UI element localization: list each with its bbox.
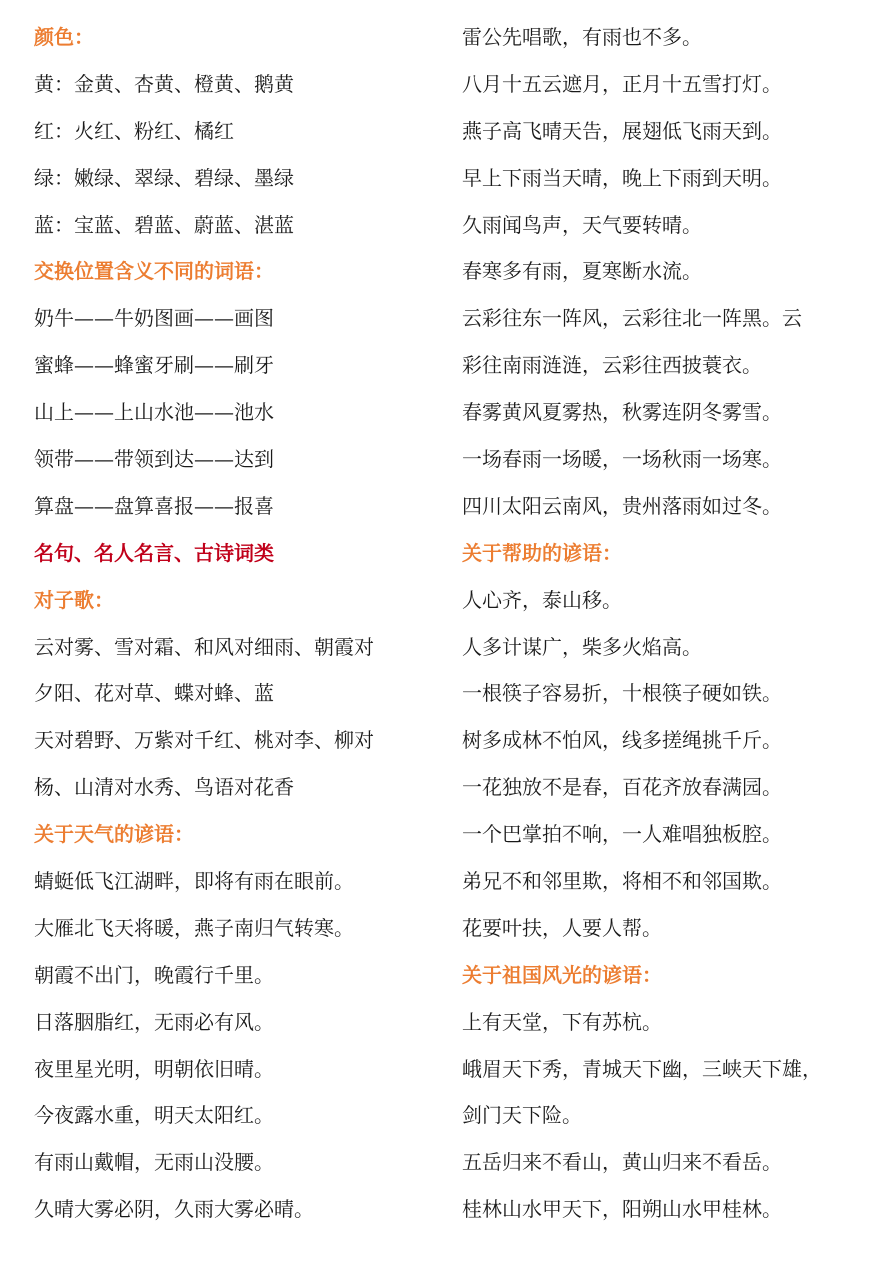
right-text-line: 上有天堂，下有苏杭。 xyxy=(462,1009,662,1034)
right-text-line: 剑门天下险。 xyxy=(462,1103,582,1128)
right-text-line: 春雾黄风夏雾热，秋雾连阴冬雾雪。 xyxy=(462,400,782,425)
right-text-line: 八月十五云遮月，正月十五雪打灯。 xyxy=(462,71,782,96)
left-text-line: 蜜蜂——蜂蜜牙刷——刷牙 xyxy=(34,353,274,378)
left-text-line: 山上——上山水池——池水 xyxy=(34,400,274,425)
right-text-line: 一场春雨一场暖，一场秋雨一场寒。 xyxy=(462,447,782,472)
right-text-line: 五岳归来不看山，黄山归来不看岳。 xyxy=(462,1150,782,1175)
right-column xyxy=(462,14,882,1233)
right-text-line: 一根筷子容易折，十根筷子硬如铁。 xyxy=(462,681,782,706)
right-text-line: 四川太阳云南风，贵州落雨如过冬。 xyxy=(462,493,782,518)
left-column xyxy=(34,14,442,1233)
left-text-line: 日落胭脂红，无雨必有风。 xyxy=(34,1009,274,1034)
left-text-line: 领带——带领到达——达到 xyxy=(34,447,274,472)
left-text-line: 蓝：宝蓝、碧蓝、蔚蓝、湛蓝 xyxy=(34,212,294,237)
left-text-line: 算盘——盘算喜报——报喜 xyxy=(34,493,274,518)
left-text-line: 大雁北飞天将暖，燕子南归气转寒。 xyxy=(34,915,354,940)
right-text-line: 树多成林不怕风，线多搓绳挑千斤。 xyxy=(462,728,782,753)
right-text-line: 一个巴掌拍不响，一人难唱独板腔。 xyxy=(462,822,782,847)
left-text-line: 红：火红、粉红、橘红 xyxy=(34,118,234,143)
left-section-heading: 关于天气的谚语： xyxy=(34,822,194,847)
right-text-line: 一花独放不是春，百花齐放春满园。 xyxy=(462,775,782,800)
right-text-line: 花要叶扶，人要人帮。 xyxy=(462,915,662,940)
right-text-line: 峨眉天下秀，青城天下幽，三峡天下雄， xyxy=(462,1056,822,1081)
right-text-line: 弟兄不和邻里欺，将相不和邻国欺。 xyxy=(462,869,782,894)
left-text-line: 今夜露水重，明天太阳红。 xyxy=(34,1103,274,1128)
right-text-line: 春寒多有雨，夏寒断水流。 xyxy=(462,259,702,284)
left-text-line: 蜻蜓低飞江湖畔，即将有雨在眼前。 xyxy=(34,869,354,894)
right-text-line: 燕子高飞晴天告，展翅低飞雨天到。 xyxy=(462,118,782,143)
right-text-line: 早上下雨当天晴，晚上下雨到天明。 xyxy=(462,165,782,190)
right-text-line: 人心齐，泰山移。 xyxy=(462,587,622,612)
left-text-line: 奶牛——牛奶图画——画图 xyxy=(34,306,274,331)
right-text-line: 云彩往东一阵风，云彩往北一阵黑。云 xyxy=(462,306,802,331)
left-text-line: 黄：金黄、杏黄、橙黄、鹅黄 xyxy=(34,71,294,96)
left-text-line: 有雨山戴帽，无雨山没腰。 xyxy=(34,1150,274,1175)
left-text-line: 夕阳、花对草、蝶对蜂、蓝 xyxy=(34,681,274,706)
left-section-heading: 颜色： xyxy=(34,25,94,49)
left-text-line: 久晴大雾必阴，久雨大雾必晴。 xyxy=(34,1197,314,1222)
left-section-heading: 对子歌： xyxy=(34,587,114,612)
left-text-line: 天对碧野、万紫对千红、桃对李、柳对 xyxy=(34,728,374,753)
left-text-line: 朝霞不出门，晚霞行千里。 xyxy=(34,962,274,987)
right-text-line: 人多计谋广，柴多火焰高。 xyxy=(462,634,702,659)
left-text-line: 绿：嫩绿、翠绿、碧绿、墨绿 xyxy=(34,165,294,190)
right-text-line: 桂林山水甲天下，阳朔山水甲桂林。 xyxy=(462,1197,782,1222)
right-text-line: 久雨闻鸟声，天气要转晴。 xyxy=(462,212,702,237)
right-text-line: 彩往南雨涟涟，云彩往西披蓑衣。 xyxy=(462,353,762,378)
right-section-heading: 关于祖国风光的谚语： xyxy=(462,962,662,987)
right-section-heading: 关于帮助的谚语： xyxy=(462,540,622,565)
left-section-heading: 交换位置含义不同的词语： xyxy=(34,259,274,284)
right-text-line: 雷公先唱歌，有雨也不多。 xyxy=(462,25,702,49)
left-text-line: 夜里星光明，明朝依旧晴。 xyxy=(34,1056,274,1081)
left-section-heading: 名句、名人名言、古诗词类 xyxy=(34,540,274,565)
left-text-line: 云对雾、雪对霜、和风对细雨、朝霞对 xyxy=(34,634,374,659)
left-text-line: 杨、山清对水秀、鸟语对花香 xyxy=(34,775,294,800)
